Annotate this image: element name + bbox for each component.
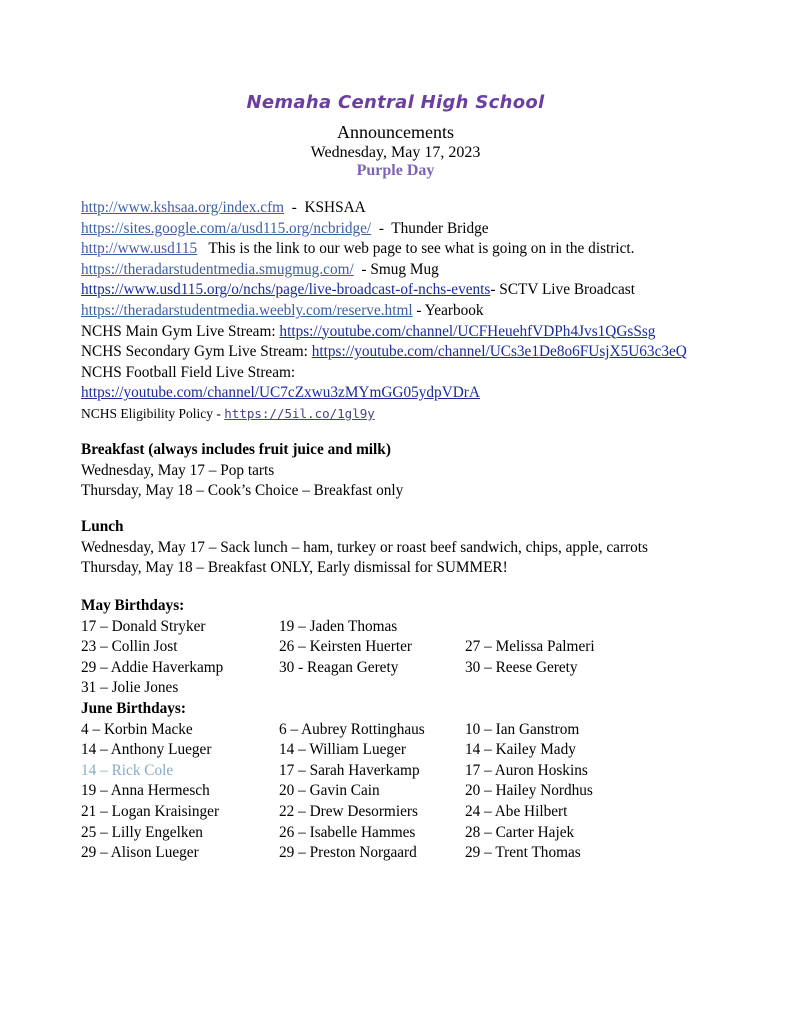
- birthday-entry: 22 – Drew Desormiers: [279, 802, 418, 820]
- link-desc: - Smug Mug: [353, 260, 439, 278]
- birthday-entry: 20 – Hailey Nordhus: [465, 782, 593, 800]
- birthday-entry: 29 – Preston Norgaard: [279, 844, 417, 862]
- main-gym-link[interactable]: https://youtube.com/channel/UCFHeuehfVDPh4Jvs1QGsSsg: [279, 322, 656, 340]
- theme-day: Purple Day: [356, 162, 435, 179]
- birthday-entry: 29 – Trent Thomas: [465, 844, 581, 862]
- eligibility-link[interactable]: https://5il.co/1gl9y: [224, 405, 375, 421]
- breakfast-section: [81, 440, 771, 502]
- football-label: NCHS Football Field Live Stream:: [81, 363, 296, 381]
- link-desc: - KSHSAA: [284, 199, 366, 216]
- link-row-yearbook: [81, 301, 771, 322]
- breakfast-item: Wednesday, May 17 – Pop tarts: [81, 461, 275, 479]
- district-link[interactable]: http://www.usd115: [81, 240, 198, 258]
- secondary-gym-link[interactable]: https://youtube.com/channel/UCs3e1De8o6FUsjX5U63c3eQ: [311, 343, 687, 361]
- birthday-row: [81, 637, 771, 658]
- football-link-row: [81, 383, 771, 404]
- birthday-entry: 23 – Collin Jost: [81, 638, 178, 656]
- kshsaa-link[interactable]: http://www.kshsaa.org/index.cfm: [81, 199, 285, 216]
- june-birthdays-heading: June Birthdays:: [81, 699, 186, 717]
- birthday-row: [81, 802, 771, 823]
- birthday-entry: 26 – Keirsten Huerter: [279, 638, 412, 656]
- birthday-entry: 27 – Melissa Palmeri: [465, 638, 595, 656]
- smugmug-link[interactable]: https://theradarstudentmedia.smugmug.com/: [81, 260, 354, 278]
- breakfast-item: Thursday, May 18 – Cook’s Choice – Breakfast only: [81, 482, 404, 499]
- birthday-entry: 29 – Alison Lueger: [81, 844, 199, 862]
- birthday-entry: 19 – Anna Hermesch: [81, 782, 210, 800]
- birthday-entry: 17 – Sarah Haverkamp: [279, 761, 420, 779]
- lunch-item: Thursday, May 18 – Breakfast ONLY, Early dismissal for SUMMER!: [81, 559, 508, 576]
- yearbook-link[interactable]: https://theradarstudentmedia.weebly.com/reserve.html: [81, 301, 413, 319]
- birthday-entry: 14 – Rick Cole: [81, 761, 174, 779]
- birthday-entry: 10 – Ian Ganstrom: [465, 720, 580, 738]
- secondary-gym-label: NCHS Secondary Gym Live Stream:: [81, 343, 312, 361]
- birthday-row: [81, 823, 771, 844]
- sctv-link[interactable]: https://www.usd115.org/o/nchs/page/live-broadcast-of-nchs-events: [81, 281, 491, 299]
- birthday-row: [81, 761, 771, 782]
- birthday-entry: 14 – Kailey Mady: [465, 741, 576, 759]
- football-link[interactable]: https://youtube.com/channel/UC7cZxwu3zMYmGG05ydpVDrA: [81, 384, 480, 402]
- birthday-entry: 14 – Anthony Lueger: [81, 741, 212, 759]
- birthday-entry: 30 – Reese Gerety: [465, 658, 578, 676]
- birthday-entry: 6 – Aubrey Rottinghaus: [279, 720, 425, 738]
- main-gym-label: NCHS Main Gym Live Stream:: [81, 322, 280, 340]
- birthdays-section: [81, 596, 771, 864]
- birthday-entry: 26 – Isabelle Hammes: [279, 823, 416, 841]
- may-birthdays-heading: May Birthdays:: [81, 597, 185, 614]
- birthday-entry: 21 – Logan Kraisinger: [81, 802, 220, 820]
- link-row-kshsaa: [81, 198, 771, 219]
- lunch-section: [81, 517, 771, 579]
- birthday-row: [81, 617, 771, 638]
- football-label-row: [81, 363, 771, 384]
- birthday-entry: 24 – Abe Hilbert: [465, 802, 568, 820]
- birthday-entry: 17 – Donald Stryker: [81, 617, 206, 635]
- birthday-entry: 17 – Auron Hoskins: [465, 761, 588, 779]
- eligibility-row: [81, 404, 771, 425]
- birthday-entry: 28 – Carter Hajek: [465, 823, 575, 841]
- birthday-row: [81, 781, 771, 802]
- birthday-entry: 31 – Jolie Jones: [81, 679, 179, 697]
- thunder-bridge-link[interactable]: https://sites.google.com/a/usd115.org/ncbridge/: [81, 219, 372, 237]
- link-row-smugmug: [81, 260, 771, 281]
- birthday-entry: 30 - Reagan Gerety: [279, 658, 399, 676]
- birthday-entry: 19 – Jaden Thomas: [279, 617, 398, 635]
- links-section: [81, 198, 771, 425]
- birthday-row: [81, 678, 771, 699]
- secondary-gym-row: [81, 342, 771, 363]
- link-row-sctv: [81, 280, 771, 301]
- birthday-entry: 25 – Lilly Engelken: [81, 823, 203, 841]
- link-desc: - SCTV Live Broadcast: [490, 281, 635, 299]
- eligibility-label: NCHS Eligibility Policy -: [81, 405, 225, 421]
- birthday-entry: 20 – Gavin Cain: [279, 782, 380, 800]
- link-row-thunder-bridge: [81, 219, 771, 240]
- lunch-heading: Lunch: [81, 518, 124, 535]
- birthday-entry: 29 – Addie Haverkamp: [81, 658, 224, 676]
- birthday-entry: 14 – William Lueger: [279, 741, 406, 759]
- birthday-row: [81, 740, 771, 761]
- link-desc: - Yearbook: [412, 301, 484, 319]
- page-title: Announcements: [337, 122, 454, 142]
- link-desc: This is the link to our web page to see what is going on in the district.: [197, 240, 635, 258]
- lunch-item: Wednesday, May 17 – Sack lunch – ham, turkey or roast beef sandwich, chips, apple, carrots: [81, 538, 648, 556]
- link-desc: - Thunder Bridge: [371, 219, 489, 237]
- breakfast-heading: Breakfast (always includes fruit juice and milk): [81, 441, 391, 458]
- school-name: Nemaha Central High School: [246, 92, 545, 113]
- birthday-row: [81, 720, 771, 741]
- birthday-row: [81, 658, 771, 679]
- announcement-date: Wednesday, May 17, 2023: [310, 144, 481, 161]
- birthday-entry: 4 – Korbin Macke: [81, 720, 193, 738]
- link-row-district: [81, 239, 771, 260]
- birthday-row: [81, 843, 771, 864]
- main-gym-row: [81, 322, 771, 343]
